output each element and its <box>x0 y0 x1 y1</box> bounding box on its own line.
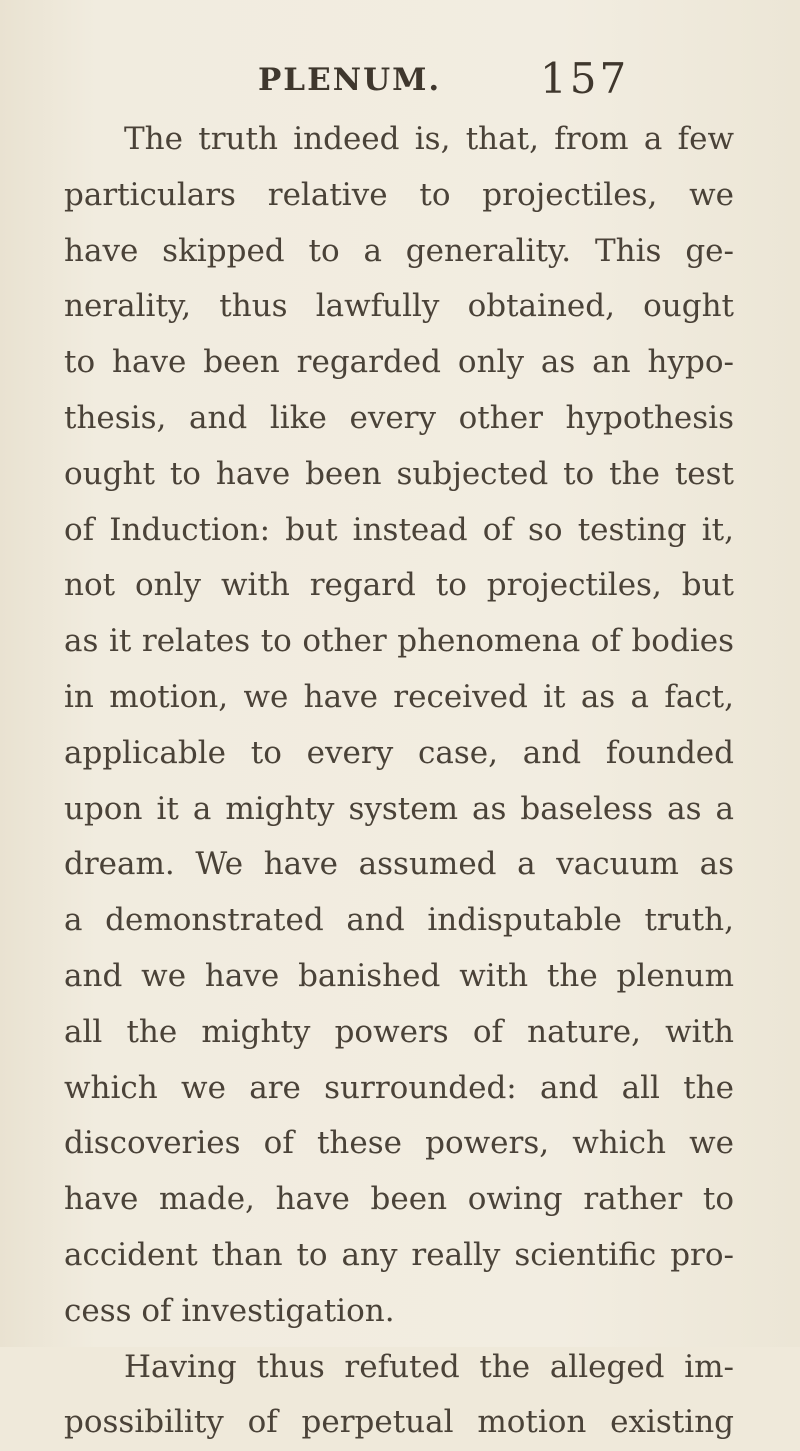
running-title: PLENUM. <box>258 62 442 98</box>
text-line: discoveries of these powers, which we <box>64 1125 734 1162</box>
text-line: to have been regarded only as an hypo- <box>64 344 734 381</box>
text-line: as it relates to other phenomena of bodies <box>64 623 734 660</box>
text-line: The truth indeed is, that, from a few <box>124 121 734 157</box>
text-line: all the mighty powers of nature, with <box>64 1013 734 1050</box>
text-line: cess of investigation. <box>64 1292 395 1329</box>
text-line: and we have banished with the plenum <box>64 957 734 994</box>
text-line: thesis, and like every other hypothesis <box>64 399 734 436</box>
text-line: have skipped to a generality. This ge- <box>64 232 734 269</box>
text-line: accident than to any really scientific pro- <box>64 1236 734 1273</box>
text-line: upon it a mighty system as baseless as a <box>64 790 734 827</box>
text-line: not only with regard to projectiles, but <box>64 567 734 604</box>
text-line: possibility of perpetual motion existing <box>64 1404 734 1441</box>
text-line: particulars relative to projectiles, we <box>64 176 734 213</box>
text-line: Having thus refuted the alleged im- <box>124 1348 734 1385</box>
text-line: in motion, we have received it as a fact, <box>64 678 734 715</box>
running-head <box>0 54 800 110</box>
text-line: dream. We have assumed a vacuum as <box>64 846 734 883</box>
text-line: which we are surrounded: and all the <box>64 1069 734 1106</box>
text-line: a demonstrated and indisputable truth, <box>64 902 734 939</box>
text-line: applicable to every case, and founded <box>64 734 734 771</box>
body-text <box>64 112 734 1451</box>
text-line: ought to have been subjected to the test <box>64 455 734 492</box>
text-line: have made, have been owing rather to <box>64 1181 734 1218</box>
text-line: nerality, thus lawfully obtained, ought <box>64 288 734 325</box>
text-line: of Induction: but instead of so testing it, <box>64 511 734 548</box>
page-number: 157 <box>540 54 630 103</box>
